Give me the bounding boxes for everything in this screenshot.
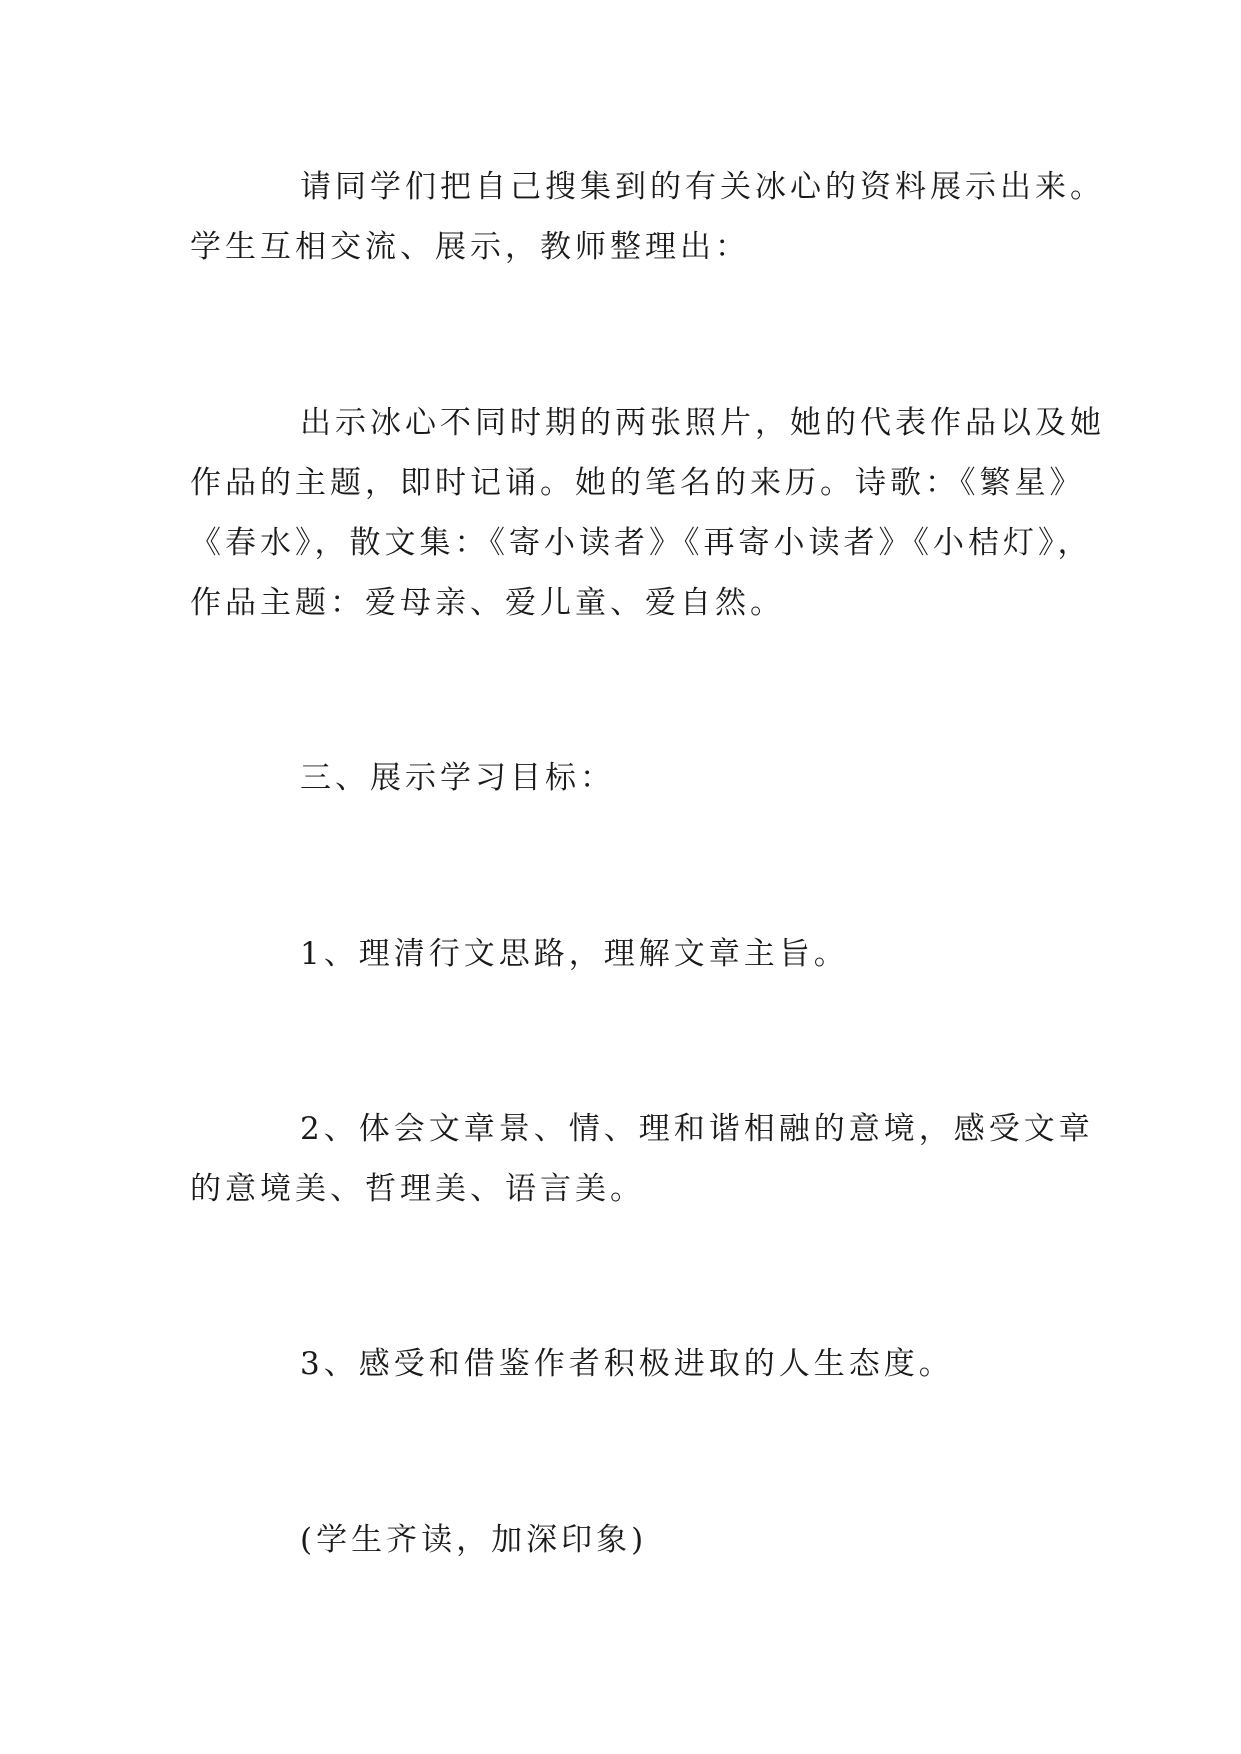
goal-line: 2、体会文章景、情、理和谐相融的意境，感受文章	[300, 1111, 1094, 1147]
paragraph-line: 出示冰心不同时期的两张照片，她的代表作品以及她	[300, 405, 1105, 441]
paragraph-line: 请同学们把自己搜集到的有关冰心的资料展示出来。	[300, 169, 1105, 205]
goal-line: 3、感受和借鉴作者积极进取的人生态度。	[300, 1346, 954, 1382]
goal-line: 的意境美、哲理美、语言美。	[190, 1171, 645, 1207]
goal-line: 1、理清行文思路，理解文章主旨。	[300, 936, 849, 972]
note-line: (学生齐读，加深印象)	[300, 1522, 648, 1558]
section-heading: 三、展示学习目标：	[300, 760, 615, 796]
paragraph-line: 作品主题：爱母亲、爱儿童、爱自然。	[190, 585, 785, 621]
paragraph-line: 作品的主题，即时记诵。她的笔名的来历。诗歌：《繁星》	[190, 465, 1085, 501]
paragraph-line: 学生互相交流、展示，教师整理出：	[190, 229, 750, 265]
paragraph-line: 《春水》，散文集：《寄小读者》《再寄小读者》《小桔灯》，	[190, 525, 1093, 561]
